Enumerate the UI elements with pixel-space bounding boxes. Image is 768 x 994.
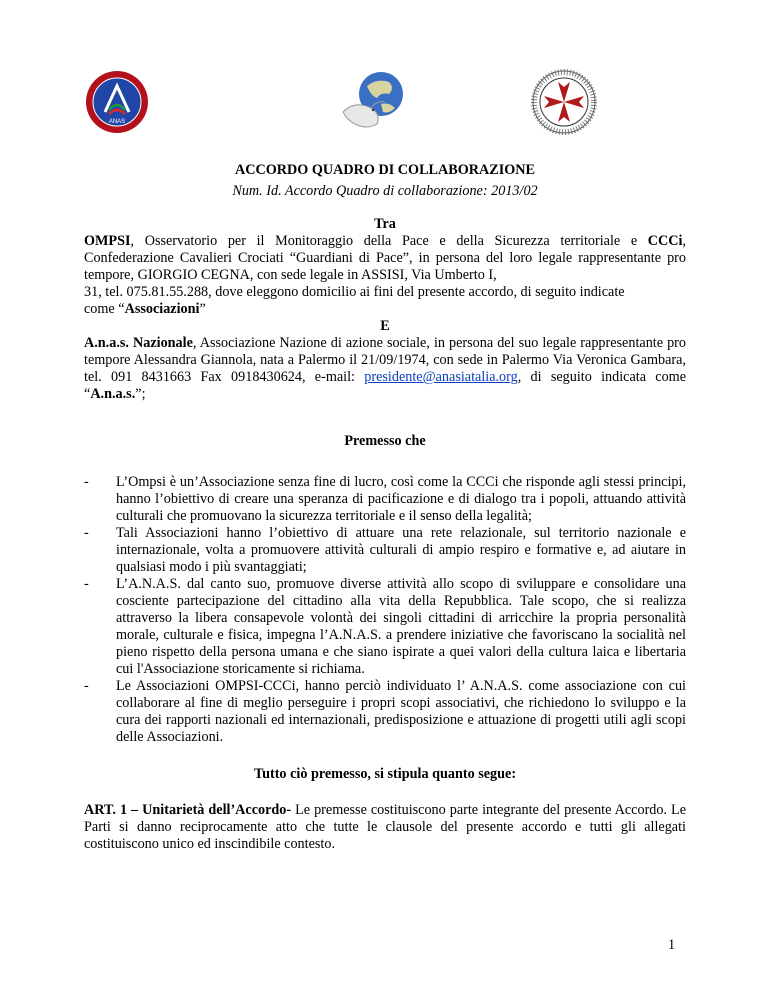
party-one-line3: 31, tel. 075.81.55.288, dove eleggono domicilio ai fini del presente accordo, di seguito indicate [84,284,625,300]
email-link[interactable]: presidente@anasiatalia.org [364,369,518,385]
list-item-text: Tali Associazioni hanno l’obiettivo di attuare una rete relazionale, sul territorio nazionale e internazionale, volta a promuovere attività culturali di ampio respiro e formative e, ad aiutare in qualsiasi modo i più svantaggiati; [116,525,686,575]
cross-emblem-logo [531,69,597,135]
article-1-heading: ART. 1 – Unitarietà dell’Accordo- [84,802,292,818]
list-item [84,678,686,746]
document-title: ACCORDO QUADRO DI COLLABORAZIONE [235,162,535,178]
party-two-text-b: , di seguito indicata come “ [84,369,686,402]
premises-list [84,474,686,746]
party-one-line4 [84,301,686,318]
page-number: 1 [668,937,676,953]
list-item-text: L’Ompsi è un’Associazione senza fine di lucro, così come la CCCi che risponde agli stessi principi, hanno l’obiettivo di creare una speranza di pacificazione e di dialogo tra i popoli, attuando attività culturali che promuovano la sicurezza territoriale e il senso della legalità; [116,474,686,524]
article-1 [84,802,686,853]
article-1-text: Le premesse costituiscono parte integrante del presente Accordo. Le Parti si danno reciprocamente atto che tutte le clausole del presente accordo e tutti gli allegati costituiscono unico ed inscindibile contesto. [84,802,686,852]
list-item [84,576,686,678]
party-one-text [84,233,686,284]
dove-globe-logo [337,64,415,136]
e-separator: E [380,318,390,334]
anas-logo [85,70,149,134]
bullet-dash: - [84,474,89,490]
list-item-text: L’A.N.A.S. dal canto suo, promuove diverse attività allo scopo di sviluppare e consolidare una cosciente partecipazione del cittadino alla vita della Repubblica. Tale scopo, che si realizza attraverso la libera consapevole volontà dei singoli cittadini di arricchire la propria personalità morale, culturale e fisica, impegna l’A.N.A.S. a prendere iniziative che favoriscano la socialità nel pieno rispetto della persona umana e che siano ispirate a quei valori della cultura laica e libertaria cui l'Associazione storicamente si richiama. [116,576,686,677]
list-item [84,525,686,576]
anas-name: A.n.a.s. Nazionale [84,335,193,351]
party-two-text-c: ”; [135,386,146,402]
list-item [84,474,686,525]
party-one-text-a: , Osservatorio per il Monitoraggio della Pace e della Sicurezza territoriale e [130,233,648,249]
anas-short-name: A.n.a.s. [90,386,136,402]
bullet-dash: - [84,525,89,541]
party-two-paragraph [84,335,686,403]
ccci-name: CCCi [647,233,683,249]
associazioni-label: Associazioni [124,301,200,317]
ompsi-name: OMPSI [84,233,131,249]
logo-bar [0,62,768,152]
party-one-paragraph [84,233,686,318]
list-item-text: Le Associazioni OMPSI-CCCi, hanno perciò individuato l’ A.N.A.S. come associazione con cui collaborare al fine di meglio perseguire i propri scopi associativi, che richiedono lo sviluppo e la cura dei rapporti nazionali ed internazionali, predisposizione e attuazione di progetti utili agli scopi delle Associazioni. [116,678,686,745]
bullet-dash: - [84,678,89,694]
party-one-line4-b: ” [199,301,206,317]
anas-logo-text: ANAS [108,119,126,125]
party-two-text-a: , Associazione Nazione di azione sociale, in persona del suo legale rappresentante pro tempore Alessandra Giannola, nata a Palermo il 21/09/1974, con sede in Palermo Via Veronica Gambara, tel. 091 8431663 Fax 0918430624, e-mail: [84,335,686,385]
party-one-line4-a: come “ [84,301,125,317]
party-one-text-b: , Confederazione Cavalieri Crociati “Guardiani di Pace”, in persona del loro legale rappresentante pro tempore, GIORGIO CEGNA, con sede legale in ASSISI, Via Umberto I, [84,233,686,283]
bullet-dash: - [84,576,89,592]
stipula-heading: Tutto ciò premesso, si stipula quanto segue: [253,766,517,782]
premesso-heading: Premesso che [344,433,426,449]
document-subtitle: Num. Id. Accordo Quadro di collaborazione: 2013/02 [232,183,538,199]
tra-separator: Tra [374,216,396,232]
